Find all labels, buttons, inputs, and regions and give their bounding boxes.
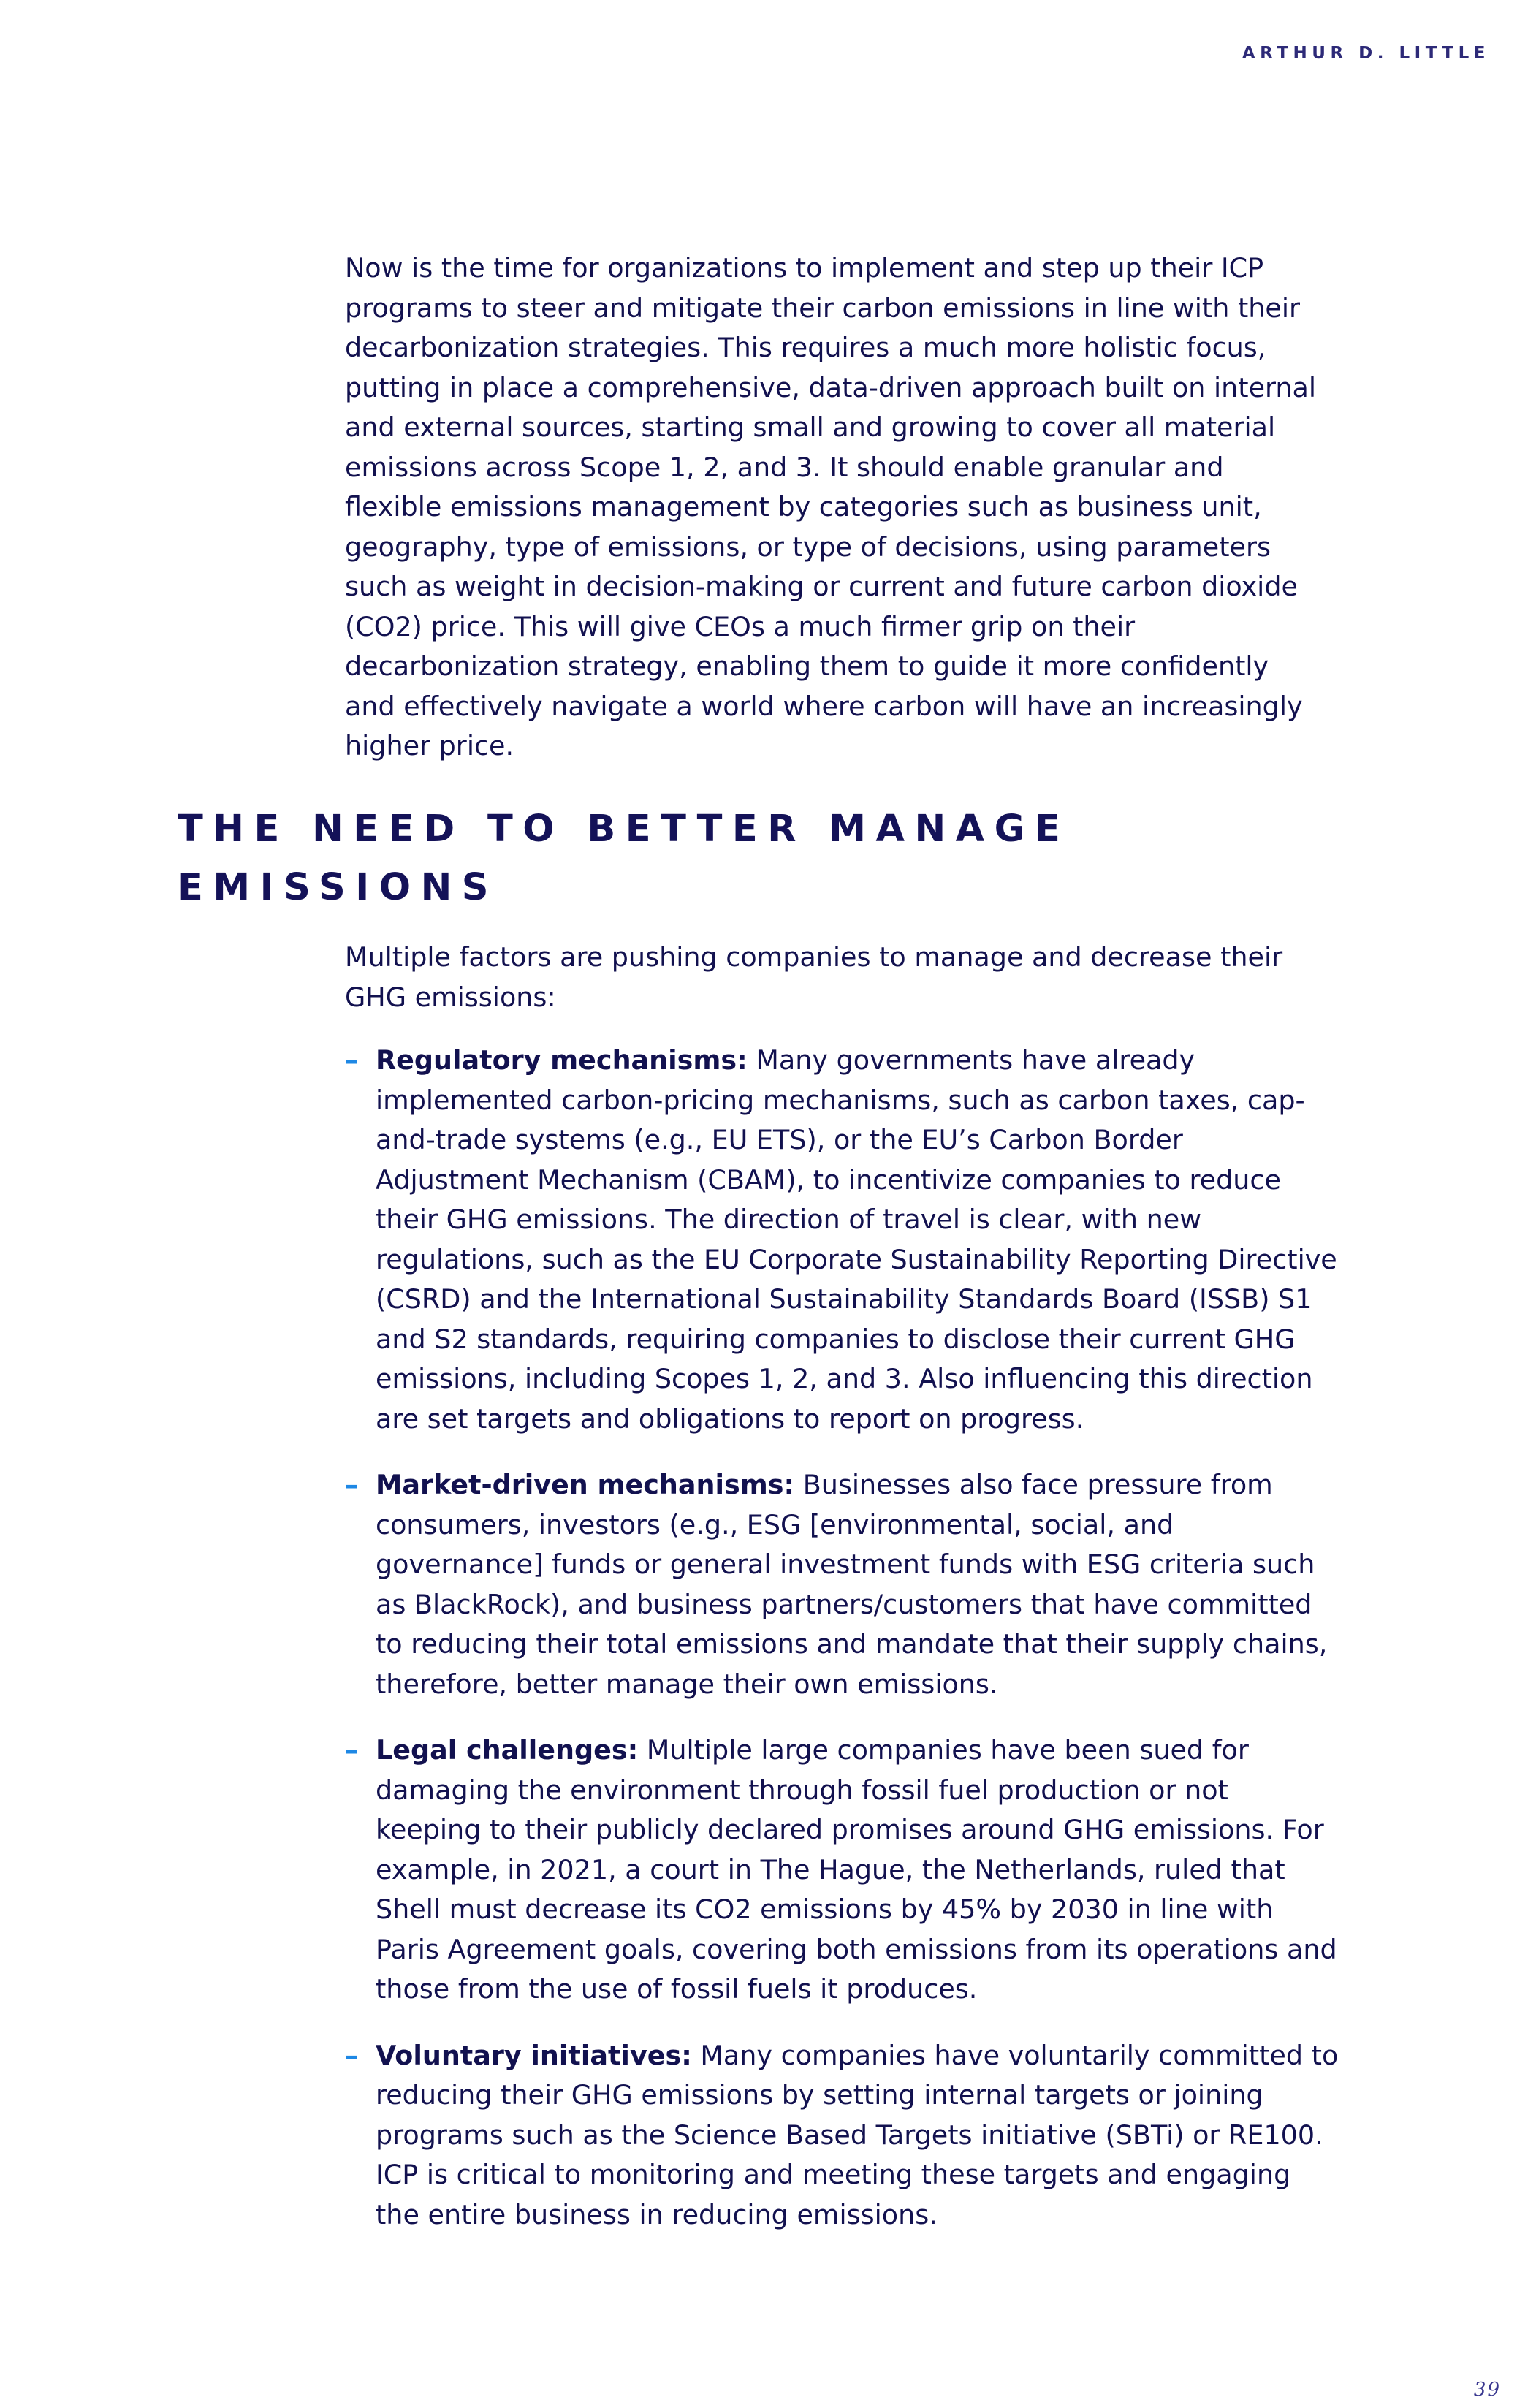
list-item-legal	[345, 1731, 1339, 2010]
bullet-text: Multiple large companies have been sued for damaging the environment through fossil fuel production or not keeping to their publicly declared promises around GHG emissions. For example, in 2021, a court in The Hague, the Netherlands, ruled that Shell must decrease its CO2 emissions by 45% by 2030 in line with Paris Agreement goals, covering both emissions from its operations and those from the use of fossil fuels it produces.	[376, 1734, 1337, 2005]
list-item-market	[345, 1465, 1339, 1704]
bullet-text: Many governments have already implemented carbon-pricing mechanisms, such as carbon taxes, cap-and-trade systems (e.g., EU ETS), or the EU’s Carbon Border Adjustment Mechanism (CBAM), to incentivize companies to reduce their GHG emissions. The direction of travel is clear, with new regulations, such as the EU Corporate Sustainability Reporting Directive (CSRD) and the International Sustainability Standards Board (ISSB) S1 and S2 standards, requiring companies to disclose their current GHG emissions, including Scopes 1, 2, and 3. Also influencing this direction are set targets and obligations to report on progress.	[376, 1044, 1337, 1435]
bullet-title: Market-driven mechanisms:	[376, 1469, 795, 1500]
bullet-title: Legal challenges:	[376, 1734, 639, 1766]
bullet-text: Many companies have voluntarily committed to reducing their GHG emissions by setting internal targets or joining programs such as the Science Based Targets initiative (SBTi) or RE100. ICP is critical to monitoring and meeting these targets and engaging the entire business in reducing emissions.	[376, 2039, 1339, 2230]
list-item-voluntary	[345, 2036, 1339, 2236]
list-item-regulatory	[345, 1041, 1339, 1439]
section-lead: Multiple factors are pushing companies to manage and decrease their GHG emissions:	[345, 941, 1283, 1013]
bullet-title: Voluntary initiatives:	[376, 2039, 692, 2071]
bullet-dash: –	[345, 1734, 359, 1766]
brand-header: ARTHUR D. LITTLE	[1242, 44, 1490, 63]
factors-list	[345, 1041, 1339, 2261]
bullet-dash: –	[345, 1044, 359, 1076]
page-number: 39	[1473, 2379, 1501, 2401]
intro-paragraph: Now is the time for organizations to implement and step up their ICP programs to steer and mitigate their carbon emissions in line with their decarbonization strategies. This requires a much more holistic focus, putting in place a comprehensive, data-driven approach built on internal and external sources, starting small and growing to cover all material emissions across Scope 1, 2, and 3. It should enable granular and flexible emissions management by categories such as business unit, geography, type of emissions, or type of decisions, using parameters such as weight in decision-making or current and future carbon dioxide (CO2) price. This will give CEOs a much firmer grip on their decarbonization strategy, enabling them to guide it more confidently and effectively navigate a world where carbon will have an increasingly higher price.	[345, 252, 1317, 761]
bullet-text: Businesses also face pressure from consumers, investors (e.g., ESG [environmental, social, and governance] funds or general investment funds with ESG criteria such as BlackRock), and business partners/customers that have committed to reducing their total emissions and mandate that their supply chains, therefore, better manage their own emissions.	[376, 1469, 1328, 1700]
bullet-title: Regulatory mechanisms:	[376, 1044, 748, 1076]
section-heading: THE NEED TO BETTER MANAGE EMISSIONS	[178, 808, 1071, 909]
bullet-dash: –	[345, 1469, 359, 1500]
bullet-dash: –	[345, 2039, 359, 2071]
